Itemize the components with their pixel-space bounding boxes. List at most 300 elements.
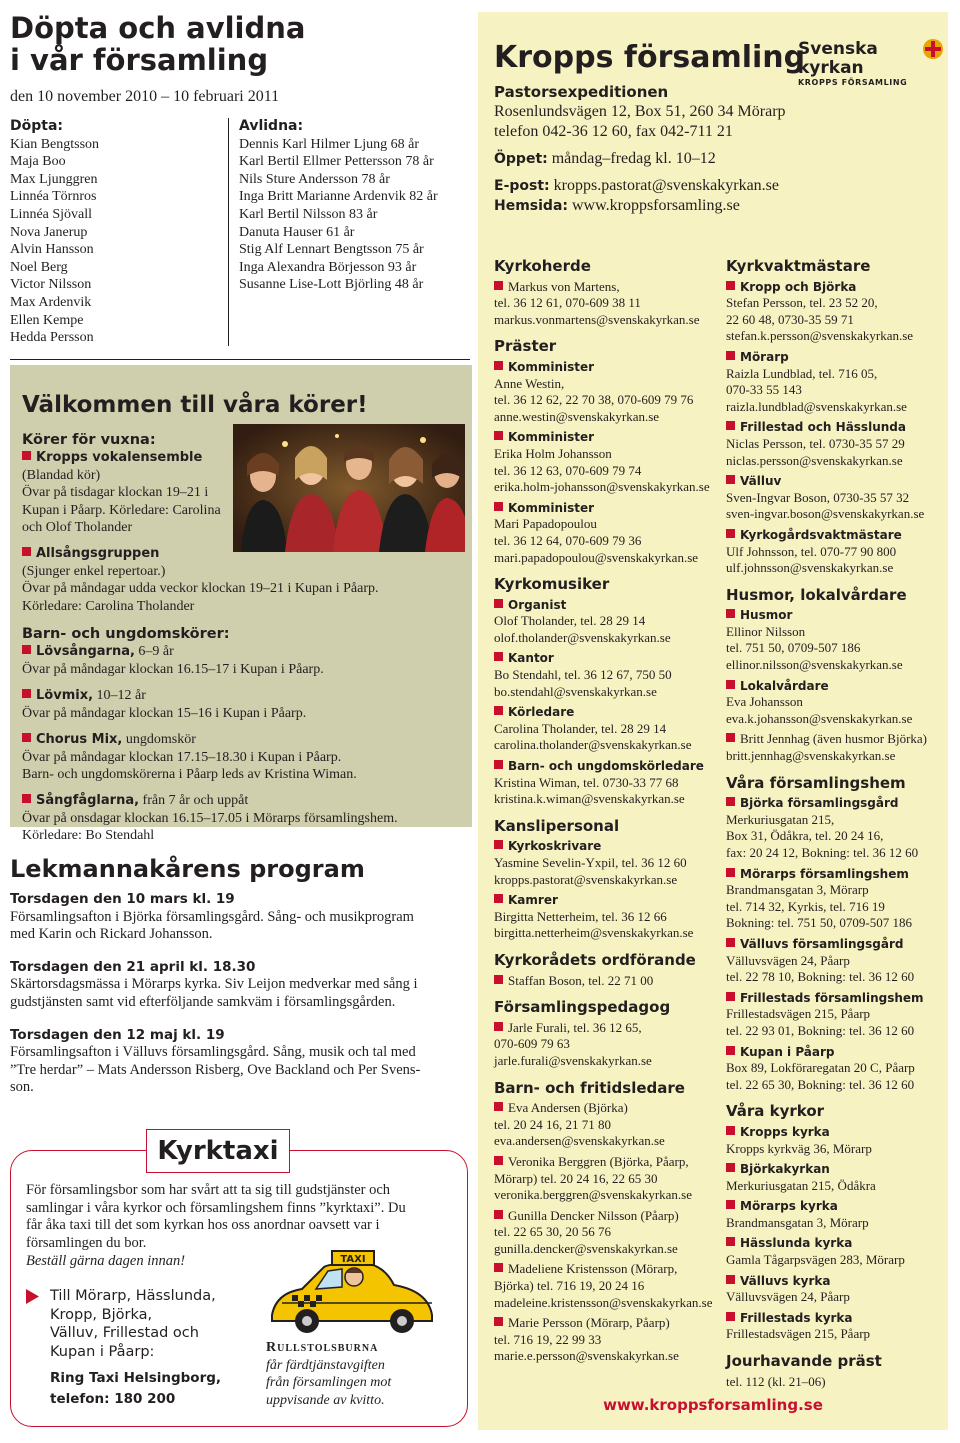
youth-choir-name: Sångfåglarna,	[36, 793, 140, 809]
baptized-name: Nova Janerup	[10, 224, 88, 240]
youth-choir-detail: 6–9 år	[134, 644, 174, 660]
event-date: Torsdagen den 21 april kl. 18.30	[10, 958, 256, 975]
youth-choir-name: Lövsångarna,	[36, 644, 135, 660]
contact-line: Gamla Tågarpsvägen 283, Mörarp	[726, 1252, 905, 1268]
office-website[interactable]: Hemsida: www.kroppsforsamling.se	[494, 197, 740, 214]
youth-choir-line: Barn- och ungdomskörerna i Påarp leds av Kristina Wiman.	[22, 766, 357, 782]
section-heading: Barn- och fritidsledare	[494, 1078, 685, 1097]
contact-role	[726, 1273, 946, 1290]
contact-entry	[726, 1374, 946, 1391]
deceased-name: Danuta Hauser 61 år	[239, 224, 355, 240]
section-heading: Kyrkoherde	[494, 257, 591, 275]
contact-line: tel. 36 12 62, 22 70 38, 070-609 79 76	[494, 392, 694, 408]
contact-entry	[494, 1208, 719, 1258]
contact-role-label: Kropp och Björka	[740, 279, 857, 294]
contact-line	[726, 731, 946, 748]
contact-line: Erika Holm Johansson	[494, 445, 612, 461]
contact-entry	[726, 990, 946, 1040]
contact-role-label: Mörarps församlingshem	[740, 866, 909, 881]
contact-line: Välluvsvägen 24, Påarp	[726, 952, 850, 968]
contact-line: 070-33 55 143	[726, 382, 802, 398]
contact-line: Raizla Lundblad, tel. 716 05,	[726, 365, 878, 381]
deceased-name: Karl Bertil Ellmer Pettersson 78 år	[239, 154, 434, 170]
contact-line: Sven-Ingvar Boson, 0730-35 57 32	[726, 489, 910, 505]
contact-text: Veronika Berggren (Björka, Påarp,	[508, 1153, 689, 1169]
contact-line: tel. 751 50, 0709-507 186	[726, 640, 861, 656]
contact-role-label: Mörarps kyrka	[740, 1199, 838, 1214]
section-heading: Våra kyrkor	[726, 1102, 825, 1121]
taxi-line: församlingen du bor.	[26, 1234, 147, 1251]
contact-role-label: Frillestad och Hässlunda	[740, 420, 906, 435]
square-red-icon	[726, 421, 735, 430]
contact-entry	[726, 279, 946, 345]
taxi-line: får åka taxi till det som kyrkan hos oss anordnar oavsett var i	[26, 1217, 380, 1234]
contact-line: Niclas Persson, tel. 0730-35 57 29	[726, 435, 905, 451]
square-red-icon	[726, 733, 735, 742]
contact-role-label: Välluv	[740, 474, 782, 489]
taxi-place: Kupan i Påarp:	[50, 1343, 155, 1360]
square-red-icon	[494, 599, 503, 608]
baptized-name: Ellen Kempe	[10, 312, 84, 328]
contact-entry	[726, 527, 946, 577]
contact-line: marie.e.persson@svenskakyrkan.se	[494, 1348, 679, 1364]
title-line-1: Döpta och avlidna	[10, 11, 306, 45]
baptized-name: Alvin Hansson	[10, 242, 94, 258]
date-range: den 10 november 2010 – 10 februari 2011	[10, 88, 280, 105]
contact-entry	[726, 1124, 946, 1157]
contact-line: tel. 36 12 64, 070-609 79 36	[494, 532, 642, 548]
square-red-icon	[726, 475, 735, 484]
choir-heading: Välkommen till våra körer!	[22, 392, 368, 418]
contact-entry	[494, 1154, 719, 1204]
contact-role	[494, 500, 719, 517]
square-red-icon	[726, 797, 735, 806]
contact-text: Britt Jennhag (även husmor Björka)	[740, 731, 928, 747]
allsang-lines	[22, 563, 462, 615]
contact-line: Björka) tel. 716 19, 20 24 16	[494, 1278, 645, 1294]
contact-entry	[494, 973, 719, 990]
youth-choir-title	[22, 731, 462, 748]
contact-role	[726, 990, 946, 1007]
square-red-icon	[726, 351, 735, 360]
contact-line: Merkuriusgatan 215,	[726, 811, 835, 827]
contact-line: tel. 36 12 63, 070-609 79 74	[494, 462, 642, 478]
wheelchair-heading: Rullstolsburna	[266, 1340, 379, 1355]
deceased-name: Dennis Karl Hilmer Ljung 68 år	[239, 136, 420, 152]
taxi-booking-note: Beställ gärna dagen innan!	[26, 1253, 186, 1270]
office-phone: telefon 042-36 12 60, fax 042-711 21	[494, 123, 733, 140]
square-red-icon	[494, 431, 503, 440]
baptized-heading: Döpta:	[10, 118, 63, 134]
contact-line: Bokning: tel. 751 50, 0709-507 186	[726, 915, 912, 931]
square-red-icon	[22, 794, 31, 803]
choir-line: (Sjunger enkel repertoar.)	[22, 563, 166, 579]
contact-entry	[726, 1044, 946, 1094]
youth-choir-line: Övar på måndagar klockan 16.15–17 i Kupan i Påarp.	[22, 661, 324, 677]
contact-role-label: Välluvs församlingsgård	[740, 936, 904, 951]
choir-text	[22, 430, 462, 845]
contact-entry	[494, 279, 719, 329]
contact-line: gunilla.dencker@svenskakyrkan.se	[494, 1240, 678, 1256]
youth-choir-heading: Barn- och ungdomskörer:	[22, 626, 230, 643]
contact-line: fax: 20 24 12, Bokning: tel. 36 12 60	[726, 845, 919, 860]
section-heading: Husmor, lokalvårdare	[726, 585, 907, 604]
contact-role	[494, 892, 719, 909]
contact-role-label: Barn- och ungdomskörledare	[508, 759, 704, 774]
contact-line	[494, 1208, 719, 1225]
contact-entry	[726, 349, 946, 415]
contact-line: Yasmine Sevelin-Yxpil, tel. 36 12 60	[494, 855, 687, 870]
youth-choir-detail: från 7 år och uppåt	[139, 793, 249, 809]
wheelchair-line: från församlingen mot	[266, 1375, 392, 1390]
contact-role-label: Komminister	[508, 359, 595, 374]
deceased-names	[239, 136, 479, 294]
contact-role	[494, 704, 719, 721]
section-heading: Våra församlingshem	[726, 773, 906, 792]
square-red-icon	[494, 1210, 503, 1219]
taxi-title: Kyrktaxi	[146, 1129, 290, 1173]
contact-line: Brandmansgatan 3, Mörarp	[726, 882, 869, 898]
youth-choir-item	[22, 792, 462, 844]
contact-role-label: Björkakyrkan	[740, 1162, 830, 1177]
contact-line: tel. 22 93 01, Bokning: tel. 36 12 60	[726, 1022, 915, 1038]
contact-line: Stefan Persson, tel. 23 52 20,	[726, 295, 878, 311]
square-red-icon	[494, 1022, 503, 1031]
contact-line: tel. 36 12 61, 070-609 38 11	[494, 295, 641, 311]
contact-entry	[726, 731, 946, 764]
contact-role	[726, 936, 946, 953]
taxi-sign: TAXI	[340, 1254, 366, 1265]
contact-line	[494, 1020, 719, 1037]
contact-entry	[726, 607, 946, 673]
contact-line: tel. 714 32, Kyrkis, tel. 716 19	[726, 898, 885, 914]
office-info	[494, 82, 934, 216]
choir-line: Övar på tisdagar klockan 19–21 i	[22, 485, 209, 501]
allsang-group: Allsångsgruppen (Sjunger enkel repertoar.) Övar på måndagar udda veckor klockan 19–21 i Kupan i Påarp. Körledare: Carolina Tholander	[22, 545, 462, 615]
contact-line: kropps.pastorat@svenskakyrkan.se	[494, 871, 678, 887]
square-red-icon	[494, 502, 503, 511]
square-red-icon	[726, 1275, 735, 1284]
youth-choir-list	[22, 643, 462, 844]
contact-line: Box 89, Lokföraregatan 20 C, Påarp	[726, 1060, 915, 1076]
contact-entry	[494, 650, 719, 700]
section-heading: Jourhavande präst	[726, 1352, 882, 1371]
contact-line: birgitta.netterheim@svenskakyrkan.se	[494, 925, 694, 941]
youth-choir-detail: 10–12 år	[93, 688, 146, 704]
contact-line: Olof Tholander, tel. 28 29 14	[494, 613, 646, 629]
contact-role	[726, 1124, 946, 1141]
adult-choir-heading: Körer för vuxna:	[22, 432, 156, 448]
contact-line: mari.papadopoulou@svenskakyrkan.se	[494, 549, 699, 565]
contact-line: Anne Westin,	[494, 375, 565, 391]
baptized-name: Noel Berg	[10, 259, 68, 275]
choir-line: Övar på måndagar udda veckor klockan 19–21 i Kupan i Påarp.	[22, 581, 379, 597]
contact-line: Frillestadsvägen 215, Påarp	[726, 1326, 871, 1342]
contact-line: Ulf Johnsson, tel. 070-77 90 800	[726, 543, 897, 559]
website-link[interactable]: www.kroppsforsamling.se	[603, 1396, 823, 1414]
contact-role	[726, 795, 946, 812]
square-red-icon	[494, 361, 503, 370]
contact-role	[494, 359, 719, 376]
contact-line: Birgitta Netterheim, tel. 36 12 66	[494, 908, 667, 924]
contact-role	[726, 678, 946, 695]
youth-choir-item	[22, 643, 462, 678]
svenska-kyrkan-logo	[798, 39, 944, 87]
contact-role	[726, 1235, 946, 1252]
square-red-icon	[494, 652, 503, 661]
contact-role-label: Välluvs kyrka	[740, 1273, 831, 1288]
contact-line: Kristina Wiman, tel. 0730-33 77 68	[494, 774, 679, 790]
taxi-line: samlingar i våra kyrkor och församlingshem finns ”kyrktaxi”. Du	[26, 1199, 406, 1216]
youth-choir-title	[22, 643, 462, 660]
contact-text: Eva Andersen (Björka)	[508, 1100, 628, 1116]
contact-role-label: Körledare	[508, 705, 575, 720]
contact-role-label: Komminister	[508, 500, 595, 515]
square-red-icon	[726, 529, 735, 538]
choir-line: Körledare: Carolina Tholander	[22, 598, 195, 614]
baptized-names	[10, 136, 225, 347]
contact-line: tel. 112 (kl. 21–06)	[726, 1373, 826, 1389]
choir-line: Kupan i Påarp. Körledare: Carolina	[22, 502, 221, 518]
contact-line: Brandmansgatan 3, Mörarp	[726, 1214, 869, 1230]
vocal-ensemble-lines	[22, 467, 462, 537]
contact-line: tel. 20 24 16, 21 71 80	[494, 1116, 611, 1132]
contact-line: tel. 716 19, 22 99 33	[494, 1331, 602, 1347]
contact-entry	[726, 473, 946, 523]
contact-role-label: Organist	[508, 597, 567, 612]
contact-entry	[726, 866, 946, 932]
taxi-line: För församlingsbor som har svårt att ta sig till gudstjänster och	[26, 1182, 391, 1198]
contact-entry	[494, 704, 719, 754]
contact-role	[494, 597, 719, 614]
contact-entry	[726, 1198, 946, 1231]
triangle-right-icon	[26, 1289, 39, 1304]
contact-role	[494, 650, 719, 667]
contact-role-label: Kyrkoskrivare	[508, 839, 602, 854]
office-address: Rosenlundsvägen 12, Box 51, 260 34 Mörarp	[494, 103, 786, 120]
event-line: son.	[10, 1079, 34, 1096]
contact-entry	[494, 892, 719, 942]
contact-line: bo.stendahl@svenskakyrkan.se	[494, 683, 657, 699]
section-heading: Kyrkorådets ordförande	[494, 950, 696, 969]
logo-sub: KROPPS FÖRSAMLING	[798, 78, 908, 87]
contact-line: Frillestadsvägen 215, Påarp	[726, 1006, 871, 1022]
deceased-name: Inga Alexandra Börjesson 93 år	[239, 259, 417, 275]
contact-entry	[726, 1235, 946, 1268]
contact-role	[726, 1044, 946, 1061]
contact-line: kristina.k.wiman@svenskakyrkan.se	[494, 791, 685, 807]
baptized-name: Maja Boo	[10, 154, 66, 170]
square-red-icon	[726, 938, 735, 947]
contact-line: sven-ingvar.boson@svenskakyrkan.se	[726, 506, 925, 522]
contact-line: raizla.lundblad@svenskakyrkan.se	[726, 398, 907, 414]
taxi-places-lines	[26, 1287, 246, 1361]
youth-choir-detail: ungdomskör	[122, 732, 196, 748]
baptized-name: Linnéa Sjövall	[10, 206, 93, 222]
square-red-icon	[494, 1263, 503, 1272]
choir-line: (Blandad kör)	[22, 467, 101, 483]
parish-heading: Kropps församling	[494, 40, 806, 75]
contact-line: Mari Papadopoulou	[494, 516, 597, 532]
contact-line: jarle.furali@svenskakyrkan.se	[494, 1052, 652, 1068]
contact-line: eva.k.johansson@svenskakyrkan.se	[726, 710, 913, 726]
contact-entry	[726, 1310, 946, 1343]
contact-role-label: Kropps kyrka	[740, 1124, 830, 1139]
contact-entry	[494, 758, 719, 808]
event-line: gudstjänsten samt vid efterföljande samkväm i församlingsgården.	[10, 993, 396, 1010]
taxi-phone: telefon: 180 200	[50, 1391, 176, 1407]
contact-role	[726, 349, 946, 366]
logo-name: Svenska kyrkan	[798, 39, 878, 78]
section-heading: Församlingspedagog	[494, 998, 671, 1017]
contact-entry	[726, 1161, 946, 1194]
section-heading: Präster	[494, 337, 557, 356]
youth-choir-title	[22, 687, 462, 704]
contact-line: Kropps kyrkväg 36, Mörarp	[726, 1140, 872, 1156]
contact-role	[726, 419, 946, 436]
contact-entry	[494, 359, 719, 425]
taxi-place: Till Mörarp, Hässlunda,	[50, 1288, 216, 1304]
contact-text: Marie Persson (Mörarp, Påarp)	[508, 1315, 670, 1331]
deceased-list	[228, 118, 479, 346]
lekmanna-event	[10, 1027, 465, 1097]
contact-role	[726, 527, 946, 544]
contact-text: Gunilla Dencker Nilsson (Påarp)	[508, 1207, 679, 1223]
contact-text: Markus von Martens,	[508, 278, 620, 294]
contacts-column-1	[494, 258, 719, 1365]
contact-entry	[494, 1100, 719, 1150]
contact-role-label: Kupan i Påarp	[740, 1044, 835, 1059]
square-red-icon	[22, 451, 31, 460]
contact-line: madeleine.kristensson@svenskakyrkan.se	[494, 1294, 713, 1310]
contact-line	[494, 1154, 719, 1171]
baptized-name: Kian Bengtsson	[10, 136, 100, 152]
event-line: Församlingsafton i Välluvs församlingsgård. Sång, musik och tal med	[10, 1044, 416, 1061]
square-red-icon	[494, 1317, 503, 1326]
contact-role-label: Lokalvårdare	[740, 678, 829, 693]
contact-role-label: Hässlunda kyrka	[740, 1236, 853, 1251]
contact-entry	[726, 936, 946, 986]
office-email[interactable]: E-post: kropps.pastorat@svenskakyrkan.se	[494, 177, 779, 194]
divider	[10, 359, 470, 360]
contact-line: olof.tholander@svenskakyrkan.se	[494, 629, 671, 645]
contact-line: carolina.tholander@svenskakyrkan.se	[494, 737, 692, 753]
taxi-company	[50, 1368, 260, 1410]
contact-role	[726, 1310, 946, 1327]
youth-choir-item	[22, 687, 462, 722]
contact-role	[494, 429, 719, 446]
contact-entry	[494, 597, 719, 647]
square-red-icon	[494, 840, 503, 849]
contact-entry	[494, 1315, 719, 1365]
youth-choir-name: Lövmix,	[36, 688, 94, 704]
event-line: med Karin och Rickard Johansson.	[10, 926, 213, 943]
contact-line: niclas.persson@svenskakyrkan.se	[726, 452, 903, 468]
baptized-name: Max Ljunggren	[10, 171, 98, 187]
square-red-icon	[494, 894, 503, 903]
contact-entry	[494, 838, 719, 888]
section-heading: Kanslipersonal	[494, 816, 620, 835]
contact-role	[726, 1198, 946, 1215]
square-red-icon	[494, 706, 503, 715]
event-line: Församlingsafton i Björka församlingsgård. Sång- och musikprogram	[10, 908, 414, 925]
lekmanna-events	[10, 891, 465, 1097]
contact-line: Carolina Tholander, tel. 28 29 14	[494, 720, 667, 736]
contact-text: Jarle Furali, tel. 36 12 65,	[508, 1019, 642, 1035]
contact-role-label: Frillestads församlingshem	[740, 990, 924, 1005]
deceased-name: Stig Alf Lennart Bengtsson 75 år	[239, 242, 424, 258]
contact-line: tel. 22 78 10, Bokning: tel. 36 12 60	[726, 969, 915, 985]
contact-line: 070-609 79 63	[494, 1036, 570, 1052]
contact-line	[494, 279, 719, 296]
square-red-icon	[22, 689, 31, 698]
contact-line: tel. 22 65 30, Bokning: tel. 36 12 60	[726, 1076, 915, 1092]
contact-line: markus.vonmartens@svenskakyrkan.se	[494, 311, 700, 327]
contact-text: Madeliene Kristensson (Mörarp,	[508, 1261, 678, 1277]
square-red-icon	[726, 1237, 735, 1246]
baptized-name: Max Ardenvik	[10, 294, 92, 310]
contact-line: tel. 22 65 30, 20 56 76	[494, 1224, 611, 1240]
baptized-name: Hedda Persson	[10, 330, 94, 346]
event-date: Torsdagen den 12 maj kl. 19	[10, 1026, 225, 1043]
svenska-kyrkan-cross-icon	[922, 38, 944, 60]
section-heading: Kyrkomusiker	[494, 575, 610, 594]
lekmanna-event	[10, 891, 465, 944]
wheelchair-line: får färdtjänstavgiften	[266, 1357, 385, 1373]
contact-role-label: Komminister	[508, 430, 595, 445]
contact-role-label: Kyrkogårdsvaktmästare	[740, 527, 902, 542]
contact-entry	[726, 419, 946, 469]
contact-role-label: Mörarp	[740, 349, 789, 364]
office-heading: Pastorsexpeditionen	[494, 83, 669, 101]
contacts-column-2	[726, 258, 946, 1390]
contact-role	[726, 473, 946, 490]
square-red-icon	[726, 992, 735, 1001]
event-date: Torsdagen den 10 mars kl. 19	[10, 891, 235, 907]
square-red-icon	[726, 609, 735, 618]
contact-line: 22 60 48, 0730-35 59 71	[726, 311, 854, 327]
square-red-icon	[726, 1126, 735, 1135]
choir-line: och Olof Tholander	[22, 520, 133, 536]
contact-line: erika.holm-johansson@svenskakyrkan.se	[494, 479, 710, 495]
youth-choir-line: Övar på måndagar klockan 17.15–18.30 i Kupan i Påarp.	[22, 749, 342, 765]
youth-choir-item	[22, 731, 462, 783]
taxi-car-illustration	[262, 1245, 442, 1335]
contact-line: anne.westin@svenskakyrkan.se	[494, 408, 660, 424]
office-hours: Öppet: måndag–fredag kl. 10–12	[494, 150, 716, 167]
contact-line	[494, 1261, 719, 1278]
contact-line: Bo Stendahl, tel. 36 12 67, 750 50	[494, 667, 672, 683]
contact-role-label: Frillestads kyrka	[740, 1310, 853, 1325]
contact-entry	[726, 795, 946, 861]
contact-text: Staffan Boson, tel. 22 71 00	[508, 972, 654, 988]
square-red-icon	[726, 1200, 735, 1209]
baptized-list	[10, 118, 225, 347]
square-red-icon	[494, 1102, 503, 1111]
square-red-icon	[22, 645, 31, 654]
contact-role	[726, 1161, 946, 1178]
contact-line: veronika.berggren@svenskakyrkan.se	[494, 1187, 693, 1203]
contact-line: ulf.johnsson@svenskakyrkan.se	[726, 560, 894, 576]
square-red-icon	[494, 760, 503, 769]
contact-line: Ellinor Nilsson	[726, 623, 806, 639]
page-title	[10, 12, 305, 76]
section-heading: Kyrkvaktmästare	[726, 257, 871, 275]
contact-entry	[494, 1020, 719, 1070]
deceased-heading: Avlidna:	[239, 118, 304, 134]
square-red-icon	[726, 680, 735, 689]
contact-entry	[726, 1273, 946, 1306]
